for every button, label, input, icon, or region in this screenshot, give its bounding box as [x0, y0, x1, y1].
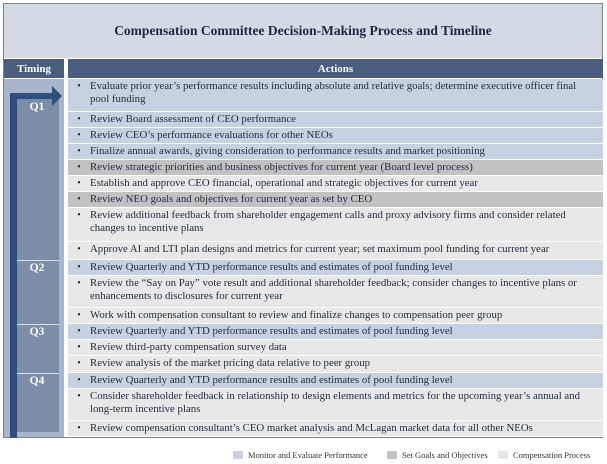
quarter-divider [17, 373, 59, 374]
bullet: • [77, 391, 81, 402]
action-row [68, 389, 603, 421]
legend-comp [498, 450, 590, 460]
action-row [68, 308, 603, 324]
quarter-label-q3: Q3 [29, 326, 45, 338]
bullet: • [77, 146, 81, 157]
action-text: Review Board assessment of CEO performance [90, 113, 296, 125]
bullet: • [77, 130, 81, 141]
action-text: Evaluate prior year’s performance results including absolute and relative goals; determine executive officer final pool funding [90, 80, 577, 105]
timeline-arrow-icon [52, 86, 62, 106]
timing-header: Timing [4, 59, 64, 78]
action-row [68, 324, 603, 340]
action-row [68, 242, 603, 260]
quarter-label-q4: Q4 [29, 375, 45, 387]
page-title: Compensation Committee Decision-Making Process and Timeline [4, 4, 602, 58]
bullet: • [77, 114, 81, 125]
action-row [68, 160, 603, 176]
action-text: Review analysis of the market pricing data relative to peer group [90, 357, 371, 369]
bullet: • [77, 326, 81, 337]
action-text: Review NEO goals and objectives for current year as set by CEO [90, 193, 373, 205]
legend-set [387, 450, 488, 460]
legend-label-monitor: Monitor and Evaluate Performance [248, 450, 368, 460]
bullet: • [77, 278, 81, 289]
actions-header: Actions [68, 59, 603, 78]
legend-monitor [233, 450, 368, 460]
legend-swatch-comp [498, 451, 508, 459]
action-text: Review Quarterly and YTD performance results and estimates of pool funding level [90, 261, 453, 273]
legend-label-comp: Compensation Process [513, 450, 591, 460]
action-text: Review third-party compensation survey data [90, 341, 287, 353]
quarter-label-q2: Q2 [29, 262, 45, 274]
action-row [68, 192, 603, 208]
bullet: • [77, 423, 81, 434]
bullet: • [77, 81, 81, 92]
action-text: Approve AI and LTI plan designs and metrics for current year; set maximum pool funding for current year [90, 243, 550, 255]
action-row [68, 144, 603, 160]
bullet: • [77, 358, 81, 369]
action-text: Review Quarterly and YTD performance results and estimates of pool funding level [90, 325, 453, 337]
bullet: • [77, 162, 81, 173]
action-text: Review strategic priorities and business objectives for current year (Board level process) [90, 161, 473, 173]
bullet: • [77, 342, 81, 353]
action-row [68, 176, 603, 192]
bullet: • [77, 194, 81, 205]
action-row [68, 373, 603, 389]
action-row [68, 79, 603, 112]
action-text: Review the “Say on Pay” vote result and additional shareholder feedback; consider changes to incentive plans or enhancements to disclosures for current year [90, 277, 577, 302]
action-text: Finalize annual awards, giving consideration to performance results and market positioning [90, 145, 485, 157]
timeline-arrow-shaft [10, 93, 17, 438]
action-row [68, 356, 603, 373]
bullet: • [77, 375, 81, 386]
action-text: Consider shareholder feedback in relationship to design elements and metrics for the upcoming year’s annual and long-term incentive plans [90, 390, 581, 415]
action-text: Work with compensation consultant to review and finalize changes to compensation peer group [90, 309, 503, 321]
bullet: • [77, 310, 81, 321]
action-row [68, 276, 603, 308]
action-text: Review Quarterly and YTD performance results and estimates of pool funding level [90, 374, 453, 386]
bullet: • [77, 210, 81, 221]
quarter-divider [17, 324, 59, 325]
action-row [68, 340, 603, 356]
action-row [68, 128, 603, 144]
action-row [68, 260, 603, 276]
action-text: Review additional feedback from shareholder engagement calls and proxy advisory firms and consider related changes to incentive plans [90, 209, 566, 234]
action-row [68, 208, 603, 242]
action-row [68, 421, 603, 437]
bullet: • [77, 262, 81, 273]
action-text: Review compensation consultant’s CEO market analysis and McLagan market data for all other NEOs [90, 422, 533, 434]
bullet: • [77, 244, 81, 255]
action-text: Review CEO’s performance evaluations for other NEOs [90, 129, 333, 141]
bullet: • [77, 178, 81, 189]
action-text: Establish and approve CEO financial, operational and strategic objectives for current year [90, 177, 478, 189]
legend-swatch-set [387, 451, 397, 459]
action-row [68, 112, 603, 128]
quarter-divider [17, 260, 59, 261]
legend-label-set: Set Goals and Objectives [402, 450, 488, 460]
timeline-arrow-top [10, 93, 58, 99]
quarter-label-q1: Q1 [29, 101, 45, 113]
legend-swatch-monitor [233, 451, 243, 459]
